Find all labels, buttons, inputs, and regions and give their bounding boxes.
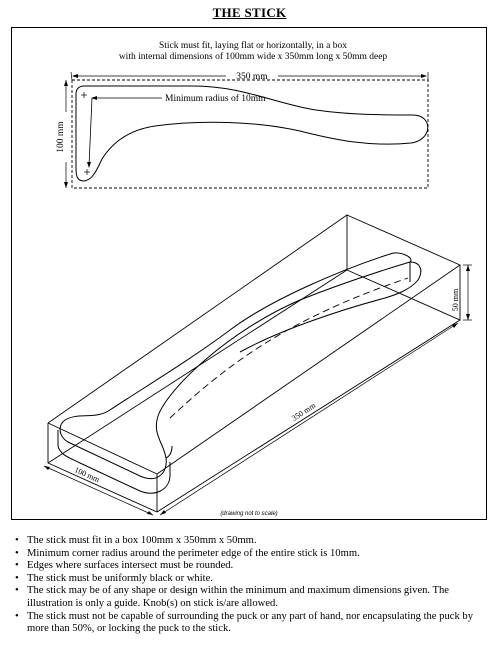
drawing-caption: (drawing not to scale) — [220, 511, 278, 517]
iso-length-label: 350 mm — [290, 400, 318, 423]
iso-depth-dimension — [463, 265, 472, 320]
iso-depth-label: 50 mm — [451, 288, 460, 312]
rule-item: • The stick must be uniformly black or white. — [15, 572, 213, 584]
rule-item: • The stick must not be capable of surrounding the puck or any part of hand, nor encapsulating the puck by more than 50%, or locking the puck to the stick. — [15, 610, 473, 635]
iso-box — [48, 215, 460, 512]
page-title: THE STICK — [212, 5, 287, 20]
radius-leader — [89, 98, 162, 166]
width-label: 100 mm — [56, 121, 66, 153]
iso-stick-hidden-line — [170, 278, 408, 418]
iso-width-dimension — [44, 466, 153, 515]
box-note-line2: with internal dimensions of 100mm wide x 350mm long x 50mm deep — [118, 52, 388, 62]
iso-width-label: 100 mm — [73, 465, 101, 485]
rule-item: • The stick may be of any shape or design within the minimum and maximum dimensions given. The illustration is only a guide. Knob(s) on stick is/are allowed. — [15, 585, 450, 609]
rule-item: • Edges where surfaces intersect must be rounded. — [15, 560, 234, 572]
radius-label: Minimum radius of 10mm — [165, 94, 266, 104]
length-label: 350 mm — [236, 72, 268, 82]
iso-length-dimension — [160, 323, 458, 515]
iso-stick — [58, 253, 421, 493]
box-note-line1: Stick must fit, laying flat or horizontally, in a box — [158, 41, 348, 51]
rule-item: • Minimum corner radius around the perimeter edge of the entire stick is 10mm. — [15, 547, 360, 559]
rule-item: • The stick must fit in a box 100mm x 350mm x 50mm. — [15, 535, 257, 546]
rules-list — [10, 535, 494, 636]
